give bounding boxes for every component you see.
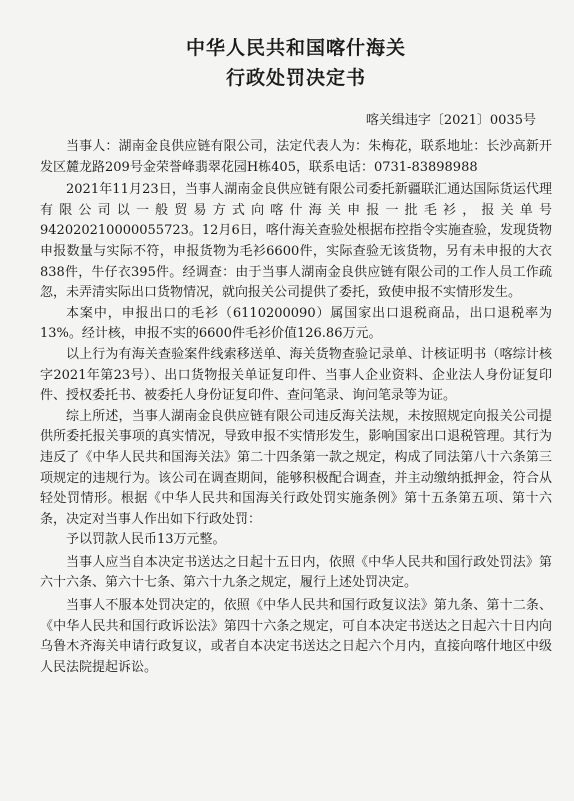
- evidence-paragraph: 以上行为有海关查验案件线索移送单、海关货物查验记录单、计核证明书（喀综计核字2021年第23号）、出口货物报关单证复印件、当事人企业资料、企业法人身份证复印件、授权委托书、被委托人身份证复印件、查问笔录、询问笔录等为证。: [40, 346, 552, 404]
- party-info-paragraph: 当事人：湖南金良供应链有限公司，法定代表人为：朱梅花，联系地址：长沙高新开发区麓龙路209号金荣誉峰翡翠花园H栋405，联系电话：0731-83898988: [40, 139, 552, 175]
- appeal-rights-paragraph: 当事人不服本处罚决定的，依照《中华人民共和国行政复议法》第九条、第十二条、《中华人民共和国行政诉讼法》第四十六条之规定，可自本决定书送达之日起六十日内向乌鲁木齐海关申请行政复议，或者自本决定书送达之日起六个月内，直接向喀什地区中级人民法院提起诉讼。: [40, 598, 552, 675]
- conclusion-paragraph: 综上所述，当事人湖南金良供应链有限公司违反海关法规，未按照规定向报关公司提供所委托报关事项的真实情况，导致申报不实情形发生，影响国家出口退税管理。其行为违反了《中华人民共和国海关法》第二十四条第一款之规定，构成了同法第八十六条第三项规定的违规行为。该公司在调查期间，能够积极配合调查，并主动缴纳抵押金，符合从轻处罚情形。根据《中华人民共和国海关行政处罚实施条例》第十五条第五项、第十六条，决定对当事人作出如下行政处罚：: [40, 408, 552, 527]
- document-title-line1: 中华人民共和国喀什海关: [185, 37, 406, 59]
- tax-info-paragraph: 本案中，申报出口的毛衫（6110200090）属国家出口退税商品，出口退税率为13%。经计核，申报不实的6600件毛衫价值126.86万元。: [40, 305, 552, 342]
- document-title-line2: 行政处罚决定书: [225, 67, 366, 89]
- penalty-paragraph: 予以罚款人民币13万元整。: [66, 532, 226, 548]
- payment-deadline-paragraph: 当事人应当自本决定书送达之日起十五日内，依照《中华人民共和国行政处罚法》第六十六条、第六十七条、第六十九条之规定，履行上述处罚决定。: [40, 554, 552, 591]
- document-number: 喀关缉违字〔2021〕0035号: [365, 113, 536, 128]
- facts-paragraph: 2021年11月23日，当事人湖南金良供应链有限公司委托新疆联汇通达国际货运代理有限公司以一般贸易方式向喀什海关申报一批毛衫，报关单号942020210000055723。12月6日，喀什海关查验处根据布控指令实施查验，发现货物申报数量与实际不符，申报货物为毛衫6600件，实际查验无该货物，另有未申报的大衣838件，牛仔衣395件。经调查：由于当事人湖南金良供应链有限公司的工作人员工作疏忽，未弄清实际出口货物情况，就向报关公司提供了委托，致使申报不实情形发生。: [40, 182, 552, 301]
